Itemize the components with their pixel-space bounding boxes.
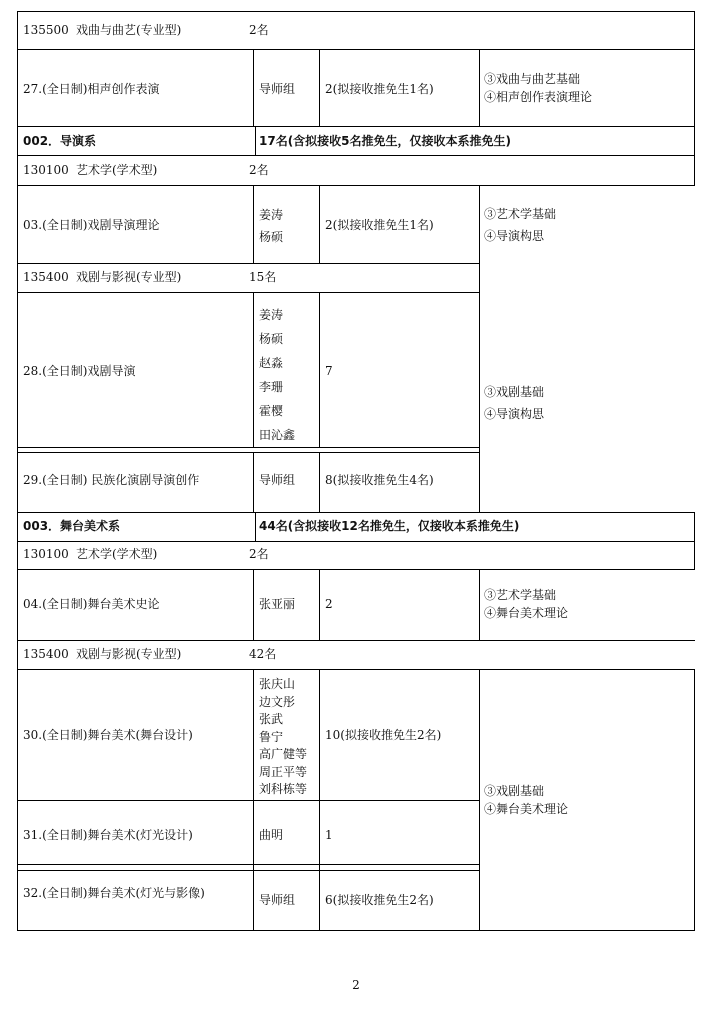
advisor: 导师组: [259, 473, 296, 487]
rule: [17, 11, 18, 931]
program-quota: 1: [325, 828, 333, 842]
major-quota: 15名: [249, 270, 277, 284]
advisor: 导师组: [259, 82, 296, 96]
rule: [319, 292, 320, 448]
rule: [694, 512, 695, 570]
rule: [479, 185, 480, 513]
advisor: 曲明: [259, 828, 284, 842]
rule: [253, 49, 254, 127]
exam-subject: ③戏曲与曲艺基础: [484, 72, 581, 86]
advisor: 高广健等: [259, 747, 308, 761]
department-quota: 44名(含拟接收12名推免生，仅接收本系推免生): [259, 519, 520, 533]
rule: [17, 452, 479, 453]
rule: [255, 512, 256, 542]
advisor: 杨硕: [259, 230, 284, 244]
rule: [479, 669, 480, 931]
advisor-list: [259, 676, 307, 799]
program-quota: 6(拟接收推免生2名): [325, 893, 434, 907]
program-label: 31.(全日制)舞台美术(灯光设计): [23, 828, 193, 842]
program-quota: 2(拟接收推免生1名): [325, 218, 434, 232]
exam-subject: ③艺术学基础: [484, 207, 557, 221]
rule: [17, 800, 479, 801]
rule: [253, 292, 254, 448]
program-label: 04.(全日制)舞台美术史论: [23, 597, 160, 611]
major-code: 130100: [23, 163, 69, 177]
program-quota: 2(拟接收推免生1名): [325, 82, 434, 96]
program-label: 30.(全日制)舞台美术(舞台设计): [23, 728, 193, 742]
major-quota: 42名: [249, 647, 277, 661]
page-number: 2: [352, 978, 360, 992]
program-label: 03.(全日制)戏剧导演理论: [23, 218, 160, 232]
major-name: 戏剧与影视(专业型): [76, 647, 182, 661]
program-label: 29.(全日制) 民族化演剧导演创作: [23, 473, 200, 487]
major-quota: 2名: [249, 547, 269, 561]
exam-subject: ④导演构思: [484, 407, 545, 421]
rule: [17, 864, 479, 865]
advisor: 张亚丽: [259, 597, 296, 611]
exam-subject: ④舞台美术理论: [484, 802, 569, 816]
rule: [255, 126, 256, 156]
rule: [17, 263, 479, 264]
rule: [319, 669, 320, 931]
advisor: 姜涛: [259, 308, 284, 322]
rule: [17, 640, 695, 641]
advisor: 霍樱: [259, 404, 284, 418]
rule: [17, 669, 695, 670]
advisor: 鲁宁: [259, 729, 284, 744]
major-name: 戏剧与影视(专业型): [76, 270, 182, 284]
rule: [17, 11, 695, 12]
rule: [479, 49, 480, 127]
rule: [253, 452, 254, 513]
rule: [319, 452, 320, 513]
rule: [17, 292, 479, 293]
major-code: 135400: [23, 270, 69, 284]
advisor: 张庆山: [259, 677, 296, 691]
rule: [694, 669, 695, 931]
rule: [17, 155, 695, 156]
advisor: 李珊: [259, 380, 284, 394]
advisor-list: [259, 204, 283, 248]
major-quota: 2名: [249, 163, 269, 177]
rule: [253, 569, 254, 641]
advisor: 周正平等: [259, 764, 308, 779]
program-quota: 10(拟接收推免生2名): [325, 728, 442, 742]
program-quota: 8(拟接收推免生4名): [325, 473, 434, 487]
advisor: 边文彤: [259, 694, 296, 709]
major-code: 130100: [23, 547, 69, 561]
department-name: 002．导演系: [23, 134, 97, 148]
rule: [17, 541, 695, 542]
rule: [17, 512, 695, 513]
rule: [17, 447, 479, 448]
exam-subject: ③戏剧基础: [484, 385, 545, 399]
exam-subject: ③戏剧基础: [484, 784, 545, 798]
advisor-list: [259, 303, 295, 447]
advisor: 刘科栋等: [259, 782, 308, 796]
advisor: 田沁鑫: [259, 428, 296, 442]
advisor: 杨硕: [259, 332, 284, 346]
advisor: 张武: [259, 712, 284, 726]
rule: [479, 569, 480, 641]
rule: [319, 185, 320, 264]
program-quota: 2: [325, 597, 333, 611]
rule: [319, 49, 320, 127]
program-label: 32.(全日制)舞台美术(灯光与影像): [23, 886, 205, 900]
rule: [694, 11, 695, 186]
rule: [253, 669, 254, 931]
major-code: 135400: [23, 647, 69, 661]
exam-subject: ③艺术学基础: [484, 588, 557, 602]
major-name: 戏曲与曲艺(专业型): [76, 23, 182, 37]
advisor: 导师组: [259, 893, 296, 907]
rule: [17, 49, 695, 50]
advisor: 姜涛: [259, 208, 284, 222]
rule: [17, 185, 695, 186]
major-code: 135500: [23, 23, 69, 37]
rule: [17, 870, 479, 871]
exam-subject: ④导演构思: [484, 229, 545, 243]
advisor: 赵淼: [259, 356, 284, 370]
rule: [319, 569, 320, 641]
program-label: 27.(全日制)相声创作表演: [23, 82, 160, 96]
department-quota: 17名(含拟接收5名推免生，仅接收本系推免生): [259, 134, 512, 148]
program-quota: 7: [325, 364, 333, 378]
major-name: 艺术学(学术型): [76, 547, 158, 561]
rule: [17, 930, 695, 931]
major-name: 艺术学(学术型): [76, 163, 158, 177]
program-label: 28.(全日制)戏剧导演: [23, 364, 136, 378]
exam-subject: ④相声创作表演理论: [484, 90, 593, 104]
rule: [17, 569, 695, 570]
major-quota: 2名: [249, 23, 269, 37]
department-name: 003．舞台美术系: [23, 519, 121, 533]
rule: [253, 185, 254, 264]
exam-subject: ④舞台美术理论: [484, 606, 569, 620]
rule: [17, 126, 695, 127]
